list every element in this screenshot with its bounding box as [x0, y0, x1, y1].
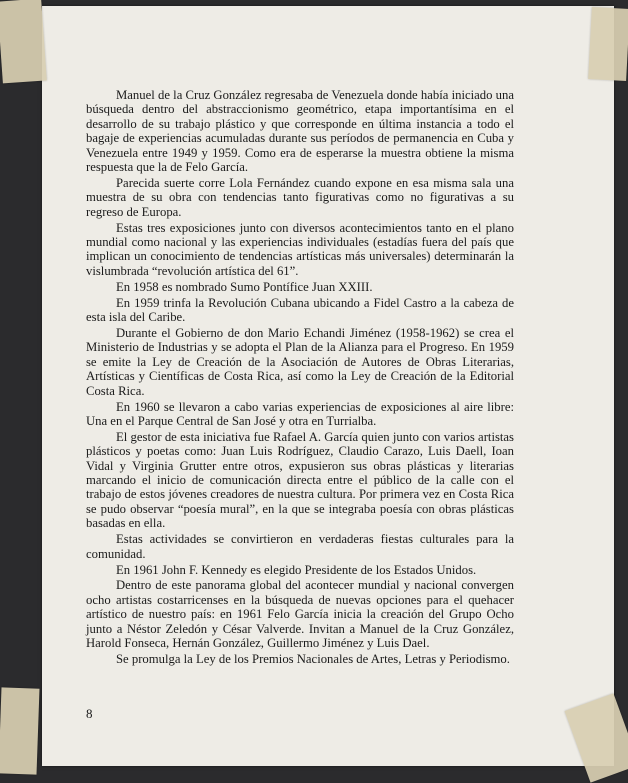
paragraph: Estas actividades se convirtieron en verdaderas fiestas culturales para la comunidad.	[86, 532, 514, 561]
tape-bottom-left	[0, 687, 39, 774]
paragraph: Manuel de la Cruz González regresaba de Venezuela donde había iniciado una búsqueda dentro del abstraccionismo geométrico, etapa importantísima en el desarrollo de su trabajo plástico y que corresponde en última instancia a todo el bagaje de experiencias acumuladas durante sus períodos de permanencia en Cuba y Venezuela entre 1949 y 1959. Como era de esperarse la muestra obtiene la misma respuesta que la de Felo García.	[86, 88, 514, 175]
paragraph: Estas tres exposiciones junto con diversos acontecimientos tanto en el plano mundial como nacional y las experiencias individuales (estadías fuera del país que implican un conocimiento de tendencias artísticas más universales) determinarán la vislumbrada “revolución artística del 61”.	[86, 220, 514, 278]
paragraph: En 1961 John F. Kennedy es elegido Presidente de los Estados Unidos.	[116, 562, 477, 577]
body-text	[86, 88, 514, 668]
tape-top-left	[0, 0, 47, 83]
paragraph: Parecida suerte corre Lola Fernández cuando expone en esa misma sala una muestra de su obra con tendencias tanto figurativas como no figurativas a su regreso de Europa.	[86, 175, 514, 219]
paragraph: Se promulga la Ley de los Premios Nacionales de Artes, Letras y Periodismo.	[116, 651, 510, 666]
tape-bottom-right	[565, 693, 628, 782]
paragraph: El gestor de esta iniciativa fue Rafael A. García quien junto con varios artistas plásticos y poetas como: Juan Luis Rodríguez, Claudio Carazo, Luis Daell, Ioan Vidal y Virginia Grutter entre otros, expusieron sus obras plásticas y literarias marcando el inicio de comunicación directa entre el público de la calle con el trabajo de estos jóvenes creadores de nuestra cultura. Por primera vez en Costa Rica se pudo observar “poesía mural”, en la que se integraba poesía con obras plásticas basadas en ella.	[86, 429, 514, 531]
paragraph: En 1959 trinfa la Revolución Cubana ubicando a Fidel Castro a la cabeza de esta isla del Caribe.	[86, 295, 514, 325]
page-number: 8	[86, 706, 93, 721]
paragraph: En 1960 se llevaron a cabo varias experiencias de exposiciones al aire libre: Una en el Parque Central de San José y otra en Turrialba.	[86, 399, 514, 428]
paragraph: Dentro de este panorama global del acontecer mundial y nacional convergen ocho artistas costarricenses en la búsqueda de nuevas opciones para el quehacer artístico de nuestro país: en 1961 Felo García inicia la creación del Grupo Ocho junto a Néstor Zeledón y César Valverde. Invitan a Manuel de la Cruz González, Harold Fonseca, Hernán González, Guillermo Jiménez y Luis Dael.	[86, 578, 514, 651]
paragraph: En 1958 es nombrado Sumo Pontífice Juan XXIII.	[116, 279, 373, 294]
paragraph: Durante el Gobierno de don Mario Echandi Jiménez (1958-1962) se crea el Ministerio de Industrias y se adopta el Plan de la Alianza para el Progreso. En 1959 se emite la Ley de Creación de la Asociación de Autores de Obras Literarias, Artísticas y Científicas de Costa Rica, así como la Ley de Creación de la Editorial Costa Rica.	[86, 326, 514, 398]
tape-top-right	[588, 7, 628, 81]
